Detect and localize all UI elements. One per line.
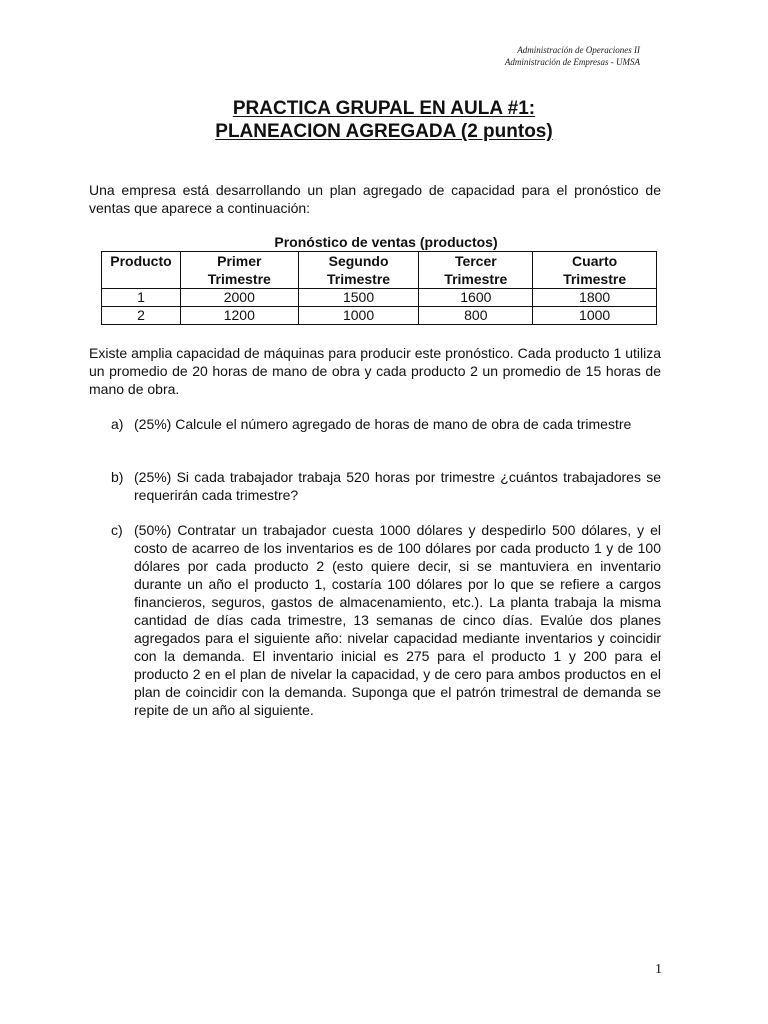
header-q3-line1: Tercer: [454, 253, 497, 269]
page-title: [0, 97, 768, 143]
title-line-2: PLANEACION AGREGADA (2 puntos): [215, 121, 553, 142]
question-c-text: (50%) Contratar un trabajador cuesta 1000 dólares y despedirlo 500 dólares, y el costo de acarreo de los inventarios es de 100 dólares por cada producto 1 y de 100 dólares por cada producto 2 (esto quiere decir, si se mantuviera en inventario durante un año el producto 1, costaría 100 dólares por lo que se refiere a cargos financieros, seguros, gastos de almacenamiento, etc.). La planta trabaja la misma cantidad de días cada trimestre, 13 semanas de cinco días. Evalúe dos planes agregados para el siguiente año: nivelar capacidad mediante inventarios y coincidir con la demanda. El inventario inicial es 275 para el producto 1 y 200 para el producto 2 en el plan de nivelar la capacidad, y de cero para ambos productos en el plan de coincidir con la demanda. Suponga que el patrón trimestral de demanda se repite de un año al siguiente.: [134, 522, 661, 718]
course-header: [505, 44, 640, 68]
question-c-letter: c): [111, 522, 123, 538]
header-q2-line2: Trimestre: [327, 271, 391, 287]
table-row: [102, 289, 657, 307]
table-cell: 2000: [180, 289, 298, 307]
question-a: [111, 415, 661, 433]
header-q4: [533, 252, 657, 289]
question-a-text: (25%) Calcule el número agregado de horas de mano de obra de cada trimestre: [134, 416, 632, 432]
table-row: [102, 307, 657, 325]
question-a-letter: a): [111, 416, 124, 432]
table-caption: Pronóstico de ventas (productos): [274, 234, 498, 250]
table-cell: 1000: [533, 307, 657, 325]
department-name: Administración de Empresas - UMSA: [504, 57, 640, 67]
table-cell: 1: [102, 289, 181, 307]
header-q2-line1: Segundo: [328, 253, 389, 269]
header-q4-line1: Cuarto: [572, 253, 618, 269]
capacity-paragraph: Existe amplia capacidad de máquinas para producir este pronóstico. Cada producto 1 utiliza un promedio de 20 horas de mano de obra y cada producto 2 un promedio de 15 horas de mano de obra.: [89, 345, 661, 397]
title-line-1: PRACTICA GRUPAL EN AULA #1:: [232, 98, 536, 119]
table-cell: 2: [102, 307, 181, 325]
table-cell: 1000: [298, 307, 419, 325]
header-q2: [298, 252, 419, 289]
table-cell: 1800: [533, 289, 657, 307]
table-cell: 800: [419, 307, 533, 325]
header-q1-line1: Primer: [217, 253, 262, 269]
header-q4-line2: Trimestre: [563, 271, 627, 287]
table-cell: 1200: [180, 307, 298, 325]
question-b-letter: b): [111, 469, 124, 485]
sales-forecast-table: [101, 251, 657, 325]
header-q3-line2: Trimestre: [444, 271, 508, 287]
header-q1-line2: Trimestre: [207, 271, 271, 287]
intro-paragraph: Una empresa está desarrollando un plan agregado de capacidad para el pronóstico de ventas que aparece a continuación:: [89, 182, 661, 216]
question-b-text: (25%) Si cada trabajador trabaja 520 horas por trimestre ¿cuántos trabajadores se requerirán cada trimestre?: [134, 469, 661, 503]
course-name: Administración de Operaciones II: [517, 45, 640, 55]
table-header-row: [102, 252, 657, 289]
page-number: 1: [655, 962, 662, 977]
header-producto-label: Producto: [110, 253, 172, 269]
question-b: [111, 468, 661, 504]
table-cell: 1500: [298, 289, 419, 307]
question-c: [111, 521, 661, 719]
header-q1: [180, 252, 298, 289]
header-q3: [419, 252, 533, 289]
table-cell: 1600: [419, 289, 533, 307]
header-producto: [102, 252, 181, 289]
